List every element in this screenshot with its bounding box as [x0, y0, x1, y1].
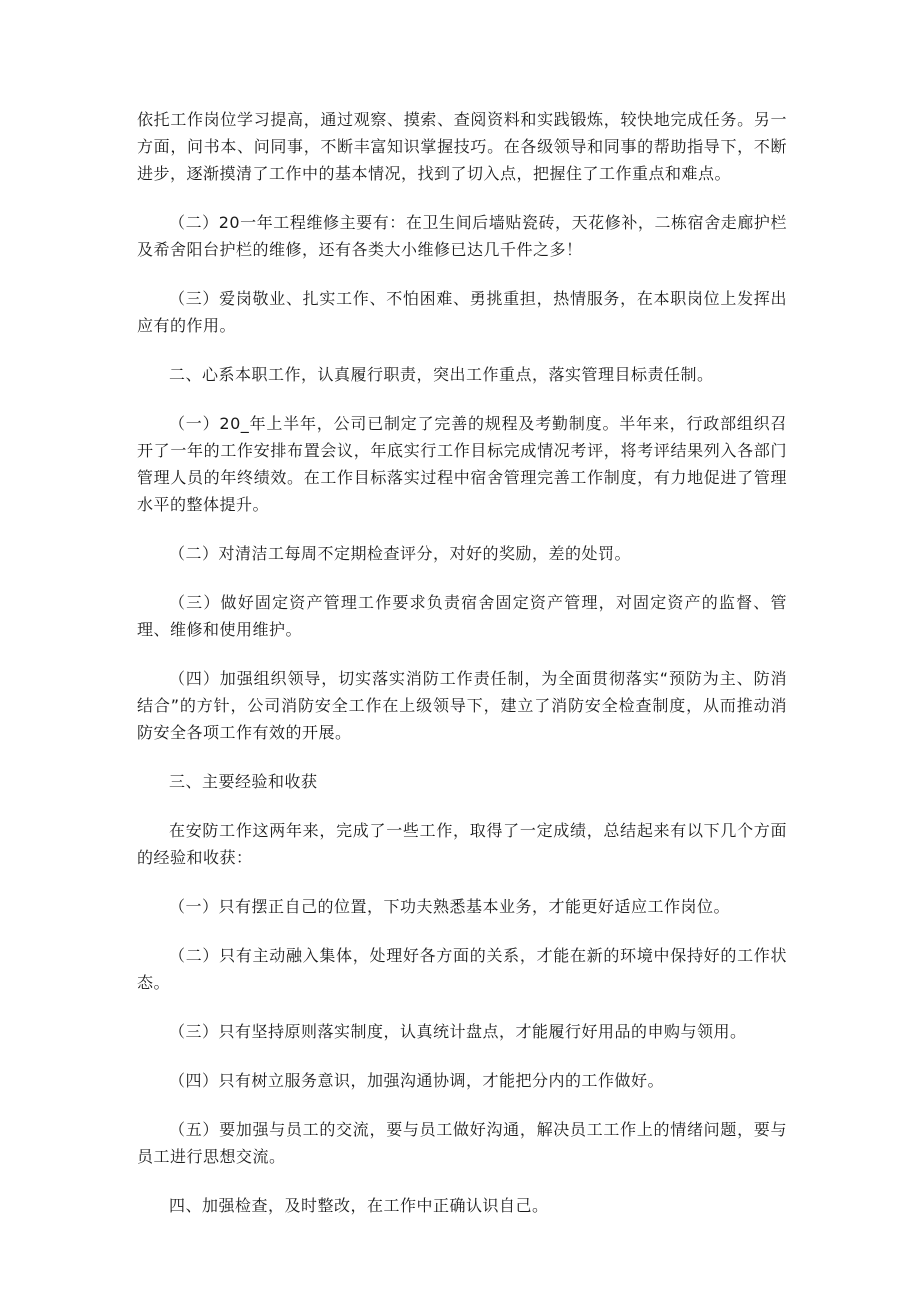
paragraph-fixed-assets: （三）做好固定资产管理工作要求负责宿舍固定资产管理，对固定资产的监督、管理、维修和使用维护。 [137, 593, 787, 639]
paragraph-experience-4: （四）只有树立服务意识，加强沟通协调，才能把分内的工作做好。 [169, 1071, 665, 1090]
paragraph-cleaning-check: （二）对清洁工每周不定期检查评分，对好的奖励，差的处罚。 [169, 544, 632, 563]
paragraph-experience-intro: 在安防工作这两年来，完成了一些工作，取得了一定成绩，总结起来有以下几个方面的经验和收获： [137, 821, 787, 867]
paragraph-continuation: 依托工作岗位学习提高，通过观察、摸索、查阅资料和实践锻炼，较快地完成任务。另一方面，问书本、问同事，不断丰富知识掌握技巧。在各级领导和同事的帮助指导下，不断进步，逐渐摸清了工作中的基本情况，找到了切入点，把握住了工作重点和难点。 [137, 110, 787, 183]
section-heading-2: 二、心系本职工作，认真履行职责，突出工作重点，落实管理目标责任制。 [169, 365, 714, 384]
paragraph-experience-3: （三）只有坚持原则落实制度，认真统计盘点，才能履行好用品的申购与领用。 [169, 1022, 747, 1041]
paragraph-rules-system: （一）20_年上半年，公司已制定了完善的规程及考勤制度。半年来，行政部组织召开了一年的工作安排布置会议，年底实行工作目标完成情况考评，将考评结果列入各部门管理人员的年终绩效。在工作目标落实过程中宿舍管理完善工作制度，有力地促进了管理水平的整体提升。 [137, 414, 787, 514]
section-heading-4: 四、加强检查，及时整改，在工作中正确认识自己。 [169, 1196, 549, 1215]
paragraph-experience-2: （二）只有主动融入集体，处理好各方面的关系，才能在新的环境中保持好的工作状态。 [137, 946, 787, 992]
section-heading-3: 三、主要经验和收获 [169, 772, 318, 791]
paragraph-maintenance-work: （二）20一年工程维修主要有：在卫生间后墙贴瓷砖，天花修补，二栋宿舍走廊护栏及希舍阳台护栏的维修，还有各类大小维修已达几千件之多！ [137, 213, 787, 259]
paragraph-dedication: （三）爱岗敬业、扎实工作、不怕困难、勇挑重担，热情服务，在本职岗位上发挥出应有的作用。 [137, 289, 787, 335]
paragraph-fire-safety: （四）加强组织领导，切实落实消防工作责任制，为全面贯彻落实“预防为主、防消结合”的方针，公司消防安全工作在上级领导下，建立了消防安全检查制度，从而推动消防安全各项工作有效的开展。 [137, 669, 787, 742]
document-body [137, 106, 787, 1241]
paragraph-experience-5: （五）要加强与员工的交流，要与员工做好沟通，解决员工工作上的情绪问题，要与员工进行思想交流。 [137, 1120, 787, 1166]
paragraph-experience-1: （一）只有摆正自己的位置，下功夫熟悉基本业务，才能更好适应工作岗位。 [169, 897, 731, 916]
